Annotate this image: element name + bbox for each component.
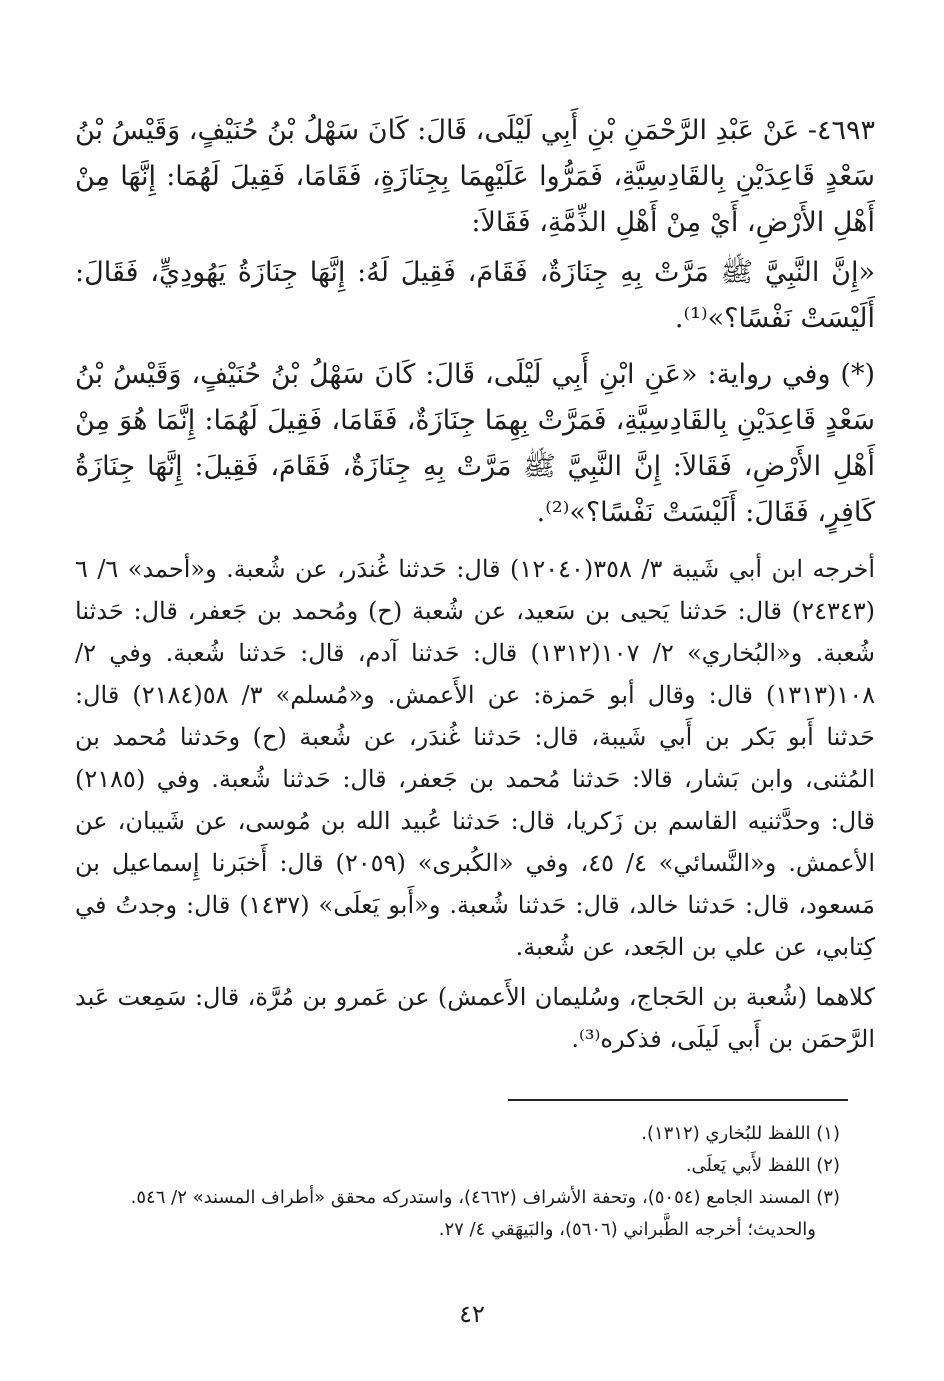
footnote-divider bbox=[508, 1099, 848, 1101]
footnote-1: (١) اللفظ للبُخاري (١٣١٢). bbox=[641, 1123, 840, 1144]
footnote-3-continuation: والحديث؛ أخرجه الطَّبراني (٥٦٠٦)، والبَيهَقي ٤/ ٢٧. bbox=[438, 1219, 816, 1240]
footnote-3: (٣) المسند الجامع (٥٠٥٤)، وتحفة الأشراف (٤٦٦٢)، واستدركه محقق «أطراف المسند» ٢/ ٥٤٦. bbox=[130, 1187, 840, 1208]
page-body bbox=[75, 108, 875, 1060]
page-number: ٤٢ bbox=[459, 1300, 485, 1328]
hadith-riwaya-text: (*) وفي رواية: «عَنِ ابْنِ أَبِي لَيْلَى، قَالَ: كَانَ سَهْلُ بْنُ حُنَيْفٍ، وَقَيْسُ بْنُ سَعْدٍ قَاعِدَيْنِ بِالقَادِسِيَّةِ، فَمَرَّتْ بِهِمَا جِنَازَةٌ، فَقَامَا، فَقِيلَ لَهُمَا: إِنَّمَا هُوَ مِنْ أَهْلِ الأَرْضِ، فَقَالاَ: إِنَّ النَّبِيَّ ﷺ مَرَّتْ بِهِ جِنَازَةٌ، فَقَامَ، فَقِيلَ: إِنَّهَا جِنَازَةُ كَافِرٍ، فَقَالَ: أَلَيْسَتْ نَفْسًا؟»⁽²⁾. bbox=[75, 359, 875, 528]
footnote-2: (٢) اللفظ لأَبي يَعلَى. bbox=[685, 1155, 840, 1176]
takhrij-paragraph: أخرجه ابن أبي شَيبة ٣/ ٣٥٨(١٢٠٤٠) قال: حَدثنا غُندَر، عن شُعبة. و«أحمد» ٦/ ٦ (٢٤٣٤٣) قال: حَدثنا يَحيى بن سَعيد، عن شُعبة (ح) ومُحمد بن جَعفر، قال: حَدثنا شُعبة. و«البُخاري» ٢/ ١٠٧(١٣١٢) قال: حَدثنا آدم، قال: حَدثنا شُعبة. وفي ٢/ ١٠٨(١٣١٣) قال: وقال أبو حَمزة: عن الأَعمش. و«مُسلم» ٣/ ٥٨(٢١٨٤) قال: حَدثنا أَبو بَكر بن أَبي شَيبة، قال: حَدثنا غُندَر، عن شُعبة (ح) وحَدثنا مُحمد بن المُثنى، وابن بَشار، قالا: حَدثنا مُحمد بن جَعفر، قال: حَدثنا شُعبة. وفي (٢١٨٥) قال: وحدَّثنيه القاسم بن زَكريا، قال: حَدثنا عُبيد الله بن مُوسى، عن شَيبان، عن الأعمش. و«النَّسائي» ٤/ ٤٥، وفي «الكُبرى» (٢٠٥٩) قال: أَخبَرنا إِسماعيل بن مَسعود، قال: حَدثنا خالد، قال: حَدثنا شُعبة. و«أَبو يَعلَى» (١٤٣٧) قال: وجدتُ في كِتابي، عن علي بن الجَعد، عن شُعبة. bbox=[75, 555, 876, 961]
hadith-main-text: ٤٦٩٣- عَنْ عَبْدِ الرَّحْمَنِ بْنِ أَبِي لَيْلَى، قَالَ: كَانَ سَهْلُ بْنُ حُنَيْفٍ، وَقَيْسُ بْنُ سَعْدٍ قَاعِدَيْنِ بِالقَادِسِيَّةِ، فَمَرُّوا عَلَيْهِمَا بِجِنَازَةٍ، فَقَامَا، فَقِيلَ لَهُمَا: إِنَّهَا مِنْ أَهْلِ الأَرْضِ، أَيْ مِنْ أَهْلِ الذِّمَّةِ، فَقَالاَ: bbox=[75, 115, 875, 238]
kilahuma-paragraph: كلاهما (شُعبة بن الحَجاج، وسُليمان الأَعمش) عن عَمرو بن مُرَّة، قال: سَمِعت عَبد الرَّحمَن بن أَبي لَيلَى، فذكره⁽³⁾. bbox=[75, 983, 875, 1053]
footnotes-section bbox=[75, 1118, 840, 1246]
hadith-quote-text: «إِنَّ النَّبِيَّ ﷺ مَرَّتْ بِهِ جِنَازَةٌ، فَقَامَ، فَقِيلَ لَهُ: إِنَّهَا جِنَازَةُ يَهُودِيٍّ، فَقَالَ: أَلَيْسَتْ نَفْسًا؟»⁽¹⁾. bbox=[75, 257, 875, 334]
